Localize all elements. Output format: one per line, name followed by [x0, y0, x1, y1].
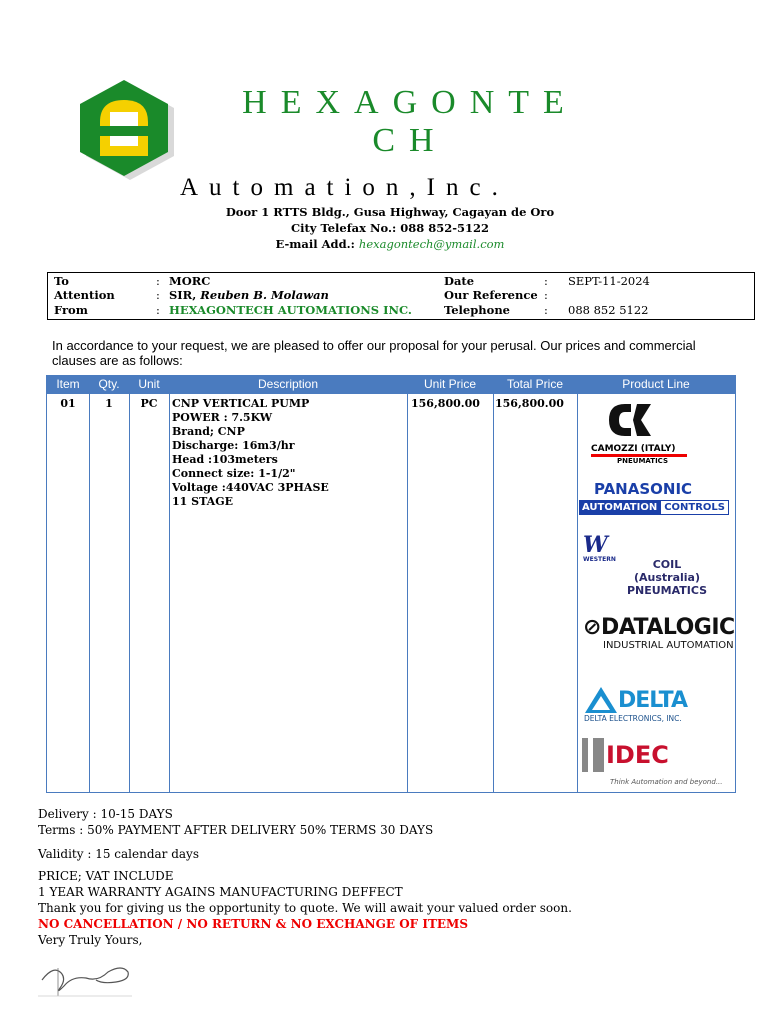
western-w-icon: W	[583, 532, 608, 558]
datalogic-sub: INDUSTRIAL AUTOMATION	[603, 640, 734, 651]
delta-logo	[584, 686, 734, 730]
telephone-label: Telephone	[444, 303, 510, 317]
description-line: Head :103meters	[172, 453, 278, 466]
terms-line: Terms : 50% PAYMENT AFTER DELIVERY 50% TERMS 30 DAYS	[38, 823, 434, 837]
header-product-line: Product Line	[622, 377, 690, 391]
western-text: COIL (Australia) PNEUMATICS	[626, 558, 708, 597]
camozzi-logo	[587, 400, 717, 464]
camozzi-name: CAMOZZI (ITALY)	[591, 444, 676, 454]
delivery-line: Delivery : 10-15 DAYS	[38, 807, 173, 821]
delta-mark: DELTA	[584, 686, 734, 714]
to-value: MORC	[169, 274, 211, 288]
description-line: POWER : 7.5KW	[172, 411, 273, 424]
signature	[36, 958, 136, 998]
intro-paragraph: In accordance to your request, we are pleased to offer our proposal for your perusal. Our prices and commercial clauses are as follows:	[52, 338, 696, 368]
email-label: E-mail Add.:	[275, 237, 355, 251]
company-logo	[78, 78, 182, 182]
description-line: Voltage :440VAC 3PHASE	[172, 481, 329, 494]
column-divider	[407, 394, 408, 792]
idec-mark: IDEC	[582, 738, 734, 772]
date-label: Date	[444, 274, 475, 288]
company-subtitle: Automation,Inc.	[180, 174, 509, 201]
no-cancellation-notice: NO CANCELLATION / NO RETURN & NO EXCHANGE OF ITEMS	[38, 917, 468, 931]
row-unit: PC	[140, 397, 158, 410]
panasonic-logo	[579, 480, 729, 520]
colon: :	[544, 303, 548, 317]
datalogic-name: ⊘DATALOGIC	[583, 615, 735, 640]
colon: :	[156, 303, 160, 317]
colon: :	[544, 288, 548, 302]
header-item: Item	[56, 377, 80, 391]
camozzi-mark-icon	[587, 400, 717, 440]
from-label: From	[54, 303, 88, 317]
header-qty: Qty.	[98, 377, 120, 391]
delta-triangle-icon	[584, 686, 618, 714]
column-divider	[493, 394, 494, 792]
delta-sub: DELTA ELECTRONICS, INC.	[584, 714, 682, 723]
datalogic-mark-icon: ⊘	[583, 615, 601, 640]
row-item: 01	[60, 397, 76, 410]
panasonic-name: PANASONIC	[593, 480, 693, 498]
column-divider	[89, 394, 90, 792]
colon: :	[544, 274, 548, 288]
company-email-line	[190, 237, 590, 251]
header-unit-price: Unit Price	[423, 377, 476, 391]
to-label: To	[54, 274, 69, 288]
western-logo	[583, 534, 733, 600]
colon: :	[156, 274, 160, 288]
row-description	[172, 397, 404, 509]
closing-line: Very Truly Yours,	[38, 933, 143, 947]
column-divider	[129, 394, 130, 792]
description-line: Brand; CNP	[172, 425, 245, 438]
datalogic-logo	[583, 616, 735, 666]
description-line: 11 STAGE	[172, 495, 233, 508]
colon: :	[156, 288, 160, 302]
row-total-price: 156,800.00	[495, 397, 564, 410]
company-telefax: City Telefax No.: 088 852-5122	[290, 221, 490, 235]
thanks-line: Thank you for giving us the opportunity to quote. We will await your valued order soon.	[38, 901, 572, 915]
company-address: Door 1 RTTS Bldg., Gusa Highway, Cagayan de Oro	[225, 205, 555, 219]
from-value: HEXAGONTECH AUTOMATIONS INC.	[169, 303, 412, 317]
column-divider	[169, 394, 170, 792]
western-tag: WESTERN	[583, 556, 616, 563]
header-description: Description	[257, 377, 319, 391]
idec-sub: Think Automation and beyond...	[610, 778, 723, 786]
panasonic-right: CONTROLS	[660, 500, 729, 515]
company-name-continued: CH	[372, 122, 448, 159]
panasonic-bar	[579, 500, 729, 515]
description-line: Discharge: 16m3/hr	[172, 439, 295, 452]
quotation-table	[46, 375, 736, 793]
row-unit-price: 156,800.00	[411, 397, 480, 410]
info-box	[47, 272, 755, 320]
reference-label: Our Reference	[444, 288, 538, 302]
warranty-line: 1 YEAR WARRANTY AGAINS MANUFACTURING DEFFECT	[38, 885, 403, 899]
panasonic-left: AUTOMATION	[579, 500, 660, 515]
header-total-price: Total Price	[506, 377, 564, 391]
company-name: HEXAGONTE	[242, 84, 578, 121]
description-line: Connect size: 1-1/2"	[172, 467, 296, 480]
description-line: CNP VERTICAL PUMP	[172, 397, 310, 410]
email-link[interactable]: hexagontech@ymail.com	[358, 237, 505, 251]
idec-bar-icon	[582, 738, 604, 772]
date-value: SEPT-11-2024	[568, 274, 650, 288]
attention-label: Attention	[54, 288, 115, 302]
header-unit: Unit	[138, 377, 160, 391]
telephone-value: 088 852 5122	[568, 303, 649, 317]
row-qty: 1	[105, 397, 113, 410]
column-divider	[577, 394, 578, 792]
price-line: PRICE; VAT INCLUDE	[38, 869, 174, 883]
validity-line: Validity : 15 calendar days	[38, 847, 199, 861]
idec-logo	[582, 738, 734, 790]
attention-value: SIR, Reuben B. Molawan	[169, 288, 329, 302]
table-header	[47, 376, 735, 394]
camozzi-sub: PNEUMATICS	[617, 457, 668, 465]
